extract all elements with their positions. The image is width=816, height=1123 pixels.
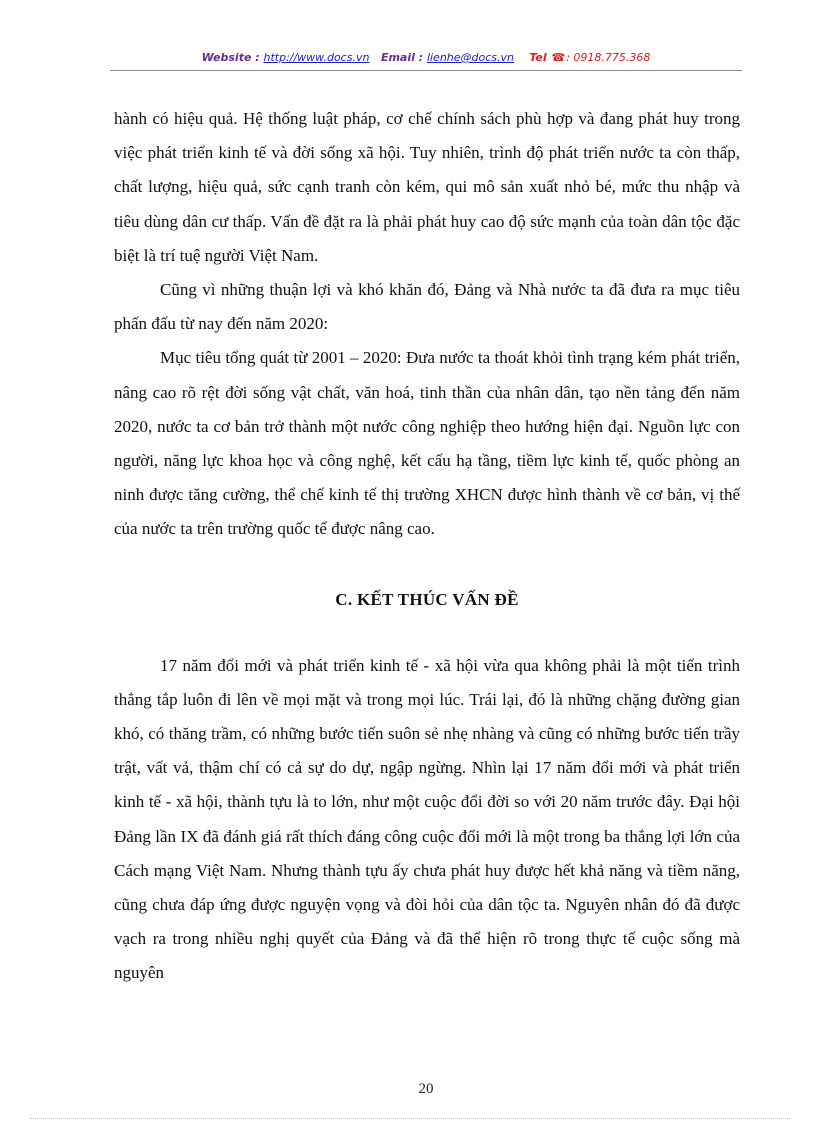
paragraph-2: Cũng vì những thuận lợi và khó khăn đó, Đảng và Nhà nước ta đã đưa ra mục tiêu phấn đấu từ nay đến năm 2020: [114, 280, 740, 334]
tel-number: : 0918.775.368 [566, 51, 651, 64]
website-label: Website : [201, 51, 264, 64]
phone-icon: ☎ [551, 51, 566, 64]
website-link[interactable]: http://www.docs.vn [263, 51, 370, 64]
paragraph-3: Mục tiêu tổng quát từ 2001 – 2020: Đưa nước ta thoát khỏi tình trạng kém phát triển, nâng cao rõ rệt đời sống vật chất, văn hoá, tinh thần của nhân dân, tạo nền tảng đến năm 2020, nước ta cơ bản trở thành một nước công nghiệp theo hướng hiện đại. Nguồn lực con người, năng lực khoa học và công nghệ, kết cấu hạ tầng, tiềm lực kinh tế, quốc phòng an ninh được tăng cường, thể chế kinh tế thị trường XHCN được hình thành về cơ bản, vị thế của nước ta trên trường quốc tế được nâng cao. [114, 348, 740, 539]
section-heading: C. KẾT THÚC VẤN ĐỀ [335, 589, 519, 609]
paragraph-4: 17 năm đổi mới và phát triển kinh tế - xã hội vừa qua không phải là một tiến trình thẳng tắp luôn đi lên về mọi mặt và trong mọi lúc. Trái lại, đó là những chặng đường gian khó, có thăng trầm, có những bước tiến suôn sẻ nhẹ nhàng và cũng có những bước tiến trầy trật, vất vả, thậm chí có cả sự do dự, ngập ngừng. Nhìn lại 17 năm đổi mới và phát triển kinh tế - xã hội, thành tựu là to lớn, như một cuộc đổi đời so với 20 năm trước đây. Đại hội Đảng lần IX đã đánh giá rất thích đáng công cuộc đổi mới là một trong ba thắng lợi lớn của Cách mạng Việt Nam. Nhưng thành tựu ấy chưa phát huy được hết khả năng và tiềm năng, cũng chưa đáp ứng được nguyện vọng và đòi hỏi của dân tộc ta. Nguyên nhân đó đã được vạch ra trong nhiều nghị quyết của Đảng và đã thể hiện rõ trong thực tế cuộc sống mà nguyên [114, 655, 740, 983]
tel-label: Tel [529, 51, 551, 64]
document-body [114, 102, 740, 991]
email-link[interactable]: lienhe@docs.vn [426, 51, 514, 64]
page-number: 20 [418, 1081, 434, 1097]
paragraph-1: hành có hiệu quả. Hệ thống luật pháp, cơ chế chính sách phù hợp và đang phát huy trong việc phát triển kinh tế và đời sống xã hội. Tuy nhiên, trình độ phát triển nước ta còn thấp, chất lượng, hiệu quả, sức cạnh tranh còn kém, qui mô sản xuất nhỏ bé, mức thu nhập và tiêu dùng dân cư thấp. Vấn đề đặt ra là phải phát huy cao độ sức mạnh của toàn dân tộc đặc biệt là trí tuệ người Việt Nam. [114, 109, 740, 265]
page-header [110, 51, 742, 71]
header-divider [110, 70, 742, 71]
footer-divider [30, 1118, 790, 1119]
email-label: Email : [380, 51, 427, 64]
